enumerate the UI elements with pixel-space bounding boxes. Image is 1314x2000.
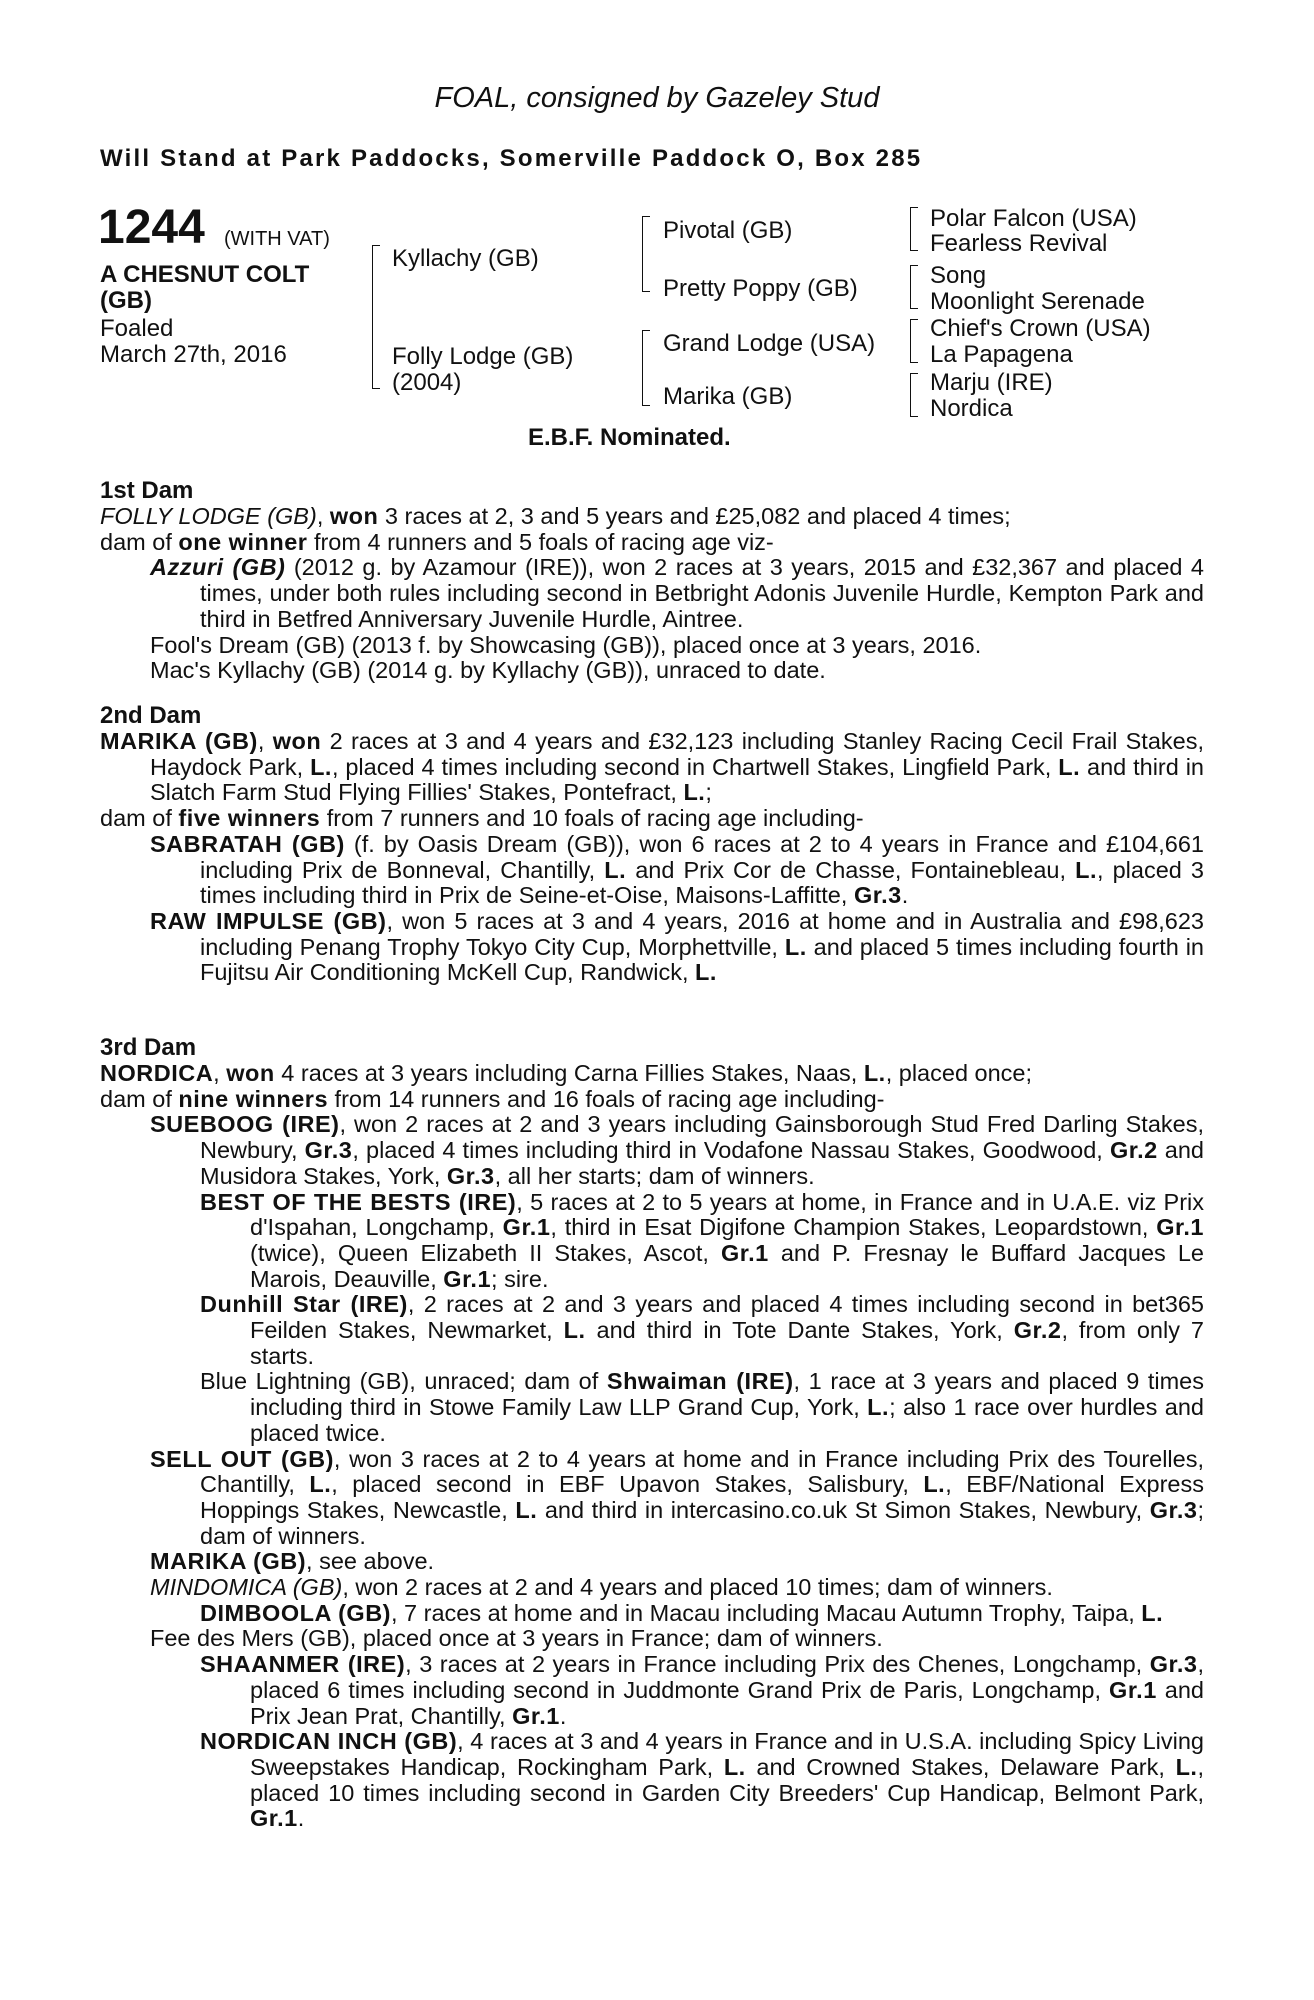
lot-description: A CHESNUT COLT	[100, 261, 310, 288]
produce-entry: Fool's Dream (GB) (2013 f. by Showcasing (GB)), placed once at 3 years, 2016.	[150, 631, 982, 658]
produce-entry: BEST OF THE BESTS (IRE), 5 races at 2 to 5 years at home, in France and in U.A.E. viz Prix d'Ispahan, Longchamp, Gr.1, third in Esat Digifone Champion Stakes, Leopardstown, Gr.1 (twice), Queen Elizabeth II Stakes, Ascot, Gr.1 and P. Fresnay le Buffard Jacques Le Marois, Deauville, Gr.1; sire.	[200, 1188, 1205, 1292]
vat-note: (WITH VAT)	[224, 228, 330, 250]
pedigree-gen3: Marju (IRE)	[930, 369, 1053, 396]
pedigree-gen3: Fearless Revival	[930, 230, 1108, 257]
second-dam-section	[100, 703, 1204, 986]
produce-entry: Mac's Kyllachy (GB) (2014 g. by Kyllachy (GB)), unraced to date.	[150, 657, 826, 684]
first-dam-section	[100, 478, 1204, 684]
pedigree-gen3: Polar Falcon (USA)	[930, 205, 1137, 232]
produce-entry: Blue Lightning (GB), unraced; dam of Shwaiman (IRE), 1 race at 3 years and placed 9 times including third in Stowe Family Law LLP Grand Cup, York, L.; also 1 race over hurdles and placed twice.	[200, 1368, 1204, 1446]
produce-entry: MARIKA (GB), see above.	[150, 1548, 435, 1575]
pedigree-gen2: Grand Lodge (USA)	[663, 330, 876, 357]
produce-entry: MINDOMICA (GB), won 2 races at 2 and 4 years and placed 10 times; dam of winners.	[150, 1574, 1053, 1601]
sire-line-brace	[642, 216, 650, 292]
dam-record: FOLLY LODGE (GB), won 3 races at 2, 3 and 5 years and £25,082 and placed 4 times;	[100, 503, 1011, 529]
lot-description-origin: (GB)	[100, 287, 152, 314]
stand-location: Will Stand at Park Paddocks, Somerville Paddock O, Box 285	[100, 145, 923, 172]
foaled-label: Foaled	[100, 315, 174, 342]
catalogue-heading: FOAL, consigned by Gazeley Stud	[434, 82, 880, 114]
section-heading: 3rd Dam	[100, 1034, 197, 1061]
pedigree-gen2: Marika (GB)	[663, 383, 793, 410]
produce-entry: Azzuri (GB) (2012 g. by Azamour (IRE)), won 2 races at 3 years, 2015 and £32,367 and placed 4 times, under both rules including second in Betbright Adonis Juvenile Hurdle, Kempton Park and third in Betfred Anniversary Juvenile Hurdle, Aintree.	[150, 554, 1204, 632]
pedigree-gen2: Pretty Poppy (GB)	[663, 275, 858, 302]
produce-summary: dam of one winner from 4 runners and 5 foals of racing age viz-	[100, 528, 774, 555]
pedigree-gen3: Chief's Crown (USA)	[930, 315, 1151, 342]
pedigree-dam-year: (2004)	[392, 369, 462, 396]
pedigree-sire: Kyllachy (GB)	[392, 245, 539, 272]
pedigree-gen3: La Papagena	[930, 341, 1073, 368]
dam-record: MARIKA (GB), won 2 races at 3 and 4 years and £32,123 including Stanley Racing Cecil Frail Stakes, Haydock Park, L., placed 4 times including second in Chartwell Stakes, Lingfield Park, L. and third in Slatch Farm Stud Flying Fillies' Stakes, Pontefract, L.;	[100, 728, 1204, 806]
dam-record: NORDICA, won 4 races at 3 years including Carna Fillies Stakes, Naas, L., placed once;	[100, 1060, 1033, 1086]
produce-entry: DIMBOOLA (GB), 7 races at home and in Macau including Macau Autumn Trophy, Taipa, L.	[200, 1599, 1164, 1626]
pedigree-dam: Folly Lodge (GB)	[392, 343, 574, 370]
sire-dam-brace	[372, 245, 380, 389]
dam-line-brace	[642, 330, 650, 406]
gen3-brace	[910, 265, 918, 309]
gen3-brace	[910, 373, 918, 417]
produce-entry: SHAANMER (IRE), 3 races at 2 years in France including Prix des Chenes, Longchamp, Gr.3, placed 6 times including second in Juddmonte Grand Prix de Paris, Longchamp, Gr.1 and Prix Jean Prat, Chantilly, Gr.1.	[200, 1651, 1205, 1729]
produce-entry: SUEBOOG (IRE), won 2 races at 2 and 3 years including Gainsborough Stud Fred Darling Stakes, Newbury, Gr.3, placed 4 times including third in Vodafone Nassau Stakes, Goodwood, Gr.2 and Musidora Stakes, York, Gr.3, all her starts; dam of winners.	[150, 1111, 1204, 1189]
section-heading: 2nd Dam	[100, 702, 202, 729]
produce-entry: SELL OUT (GB), won 3 races at 2 to 4 years at home and in France including Prix des Tourelles, Chantilly, L., placed second in EBF Upavon Stakes, Salisbury, L., EBF/National Express Hoppings Stakes, Newcastle, L. and third in intercasino.co.uk St Simon Stakes, Newbury, Gr.3; dam of winners.	[150, 1445, 1205, 1549]
lot-number: 1244	[98, 201, 205, 254]
ebf-nomination: E.B.F. Nominated.	[528, 424, 731, 451]
produce-entry: RAW IMPULSE (GB), won 5 races at 3 and 4 years, 2016 at home and in Australia and £98,623 including Penang Trophy Tokyo City Cup, Morphettville, L. and placed 5 times including fourth in Fujitsu Air Conditioning McKell Cup, Randwick, L.	[150, 907, 1204, 986]
gen3-brace	[910, 207, 918, 251]
gen3-brace	[910, 319, 918, 363]
produce-entry: Fee des Mers (GB), placed once at 3 years in France; dam of winners.	[150, 1625, 883, 1652]
produce-entry: NORDICAN INCH (GB), 4 races at 3 and 4 years in France and in U.S.A. including Spicy Living Sweepstakes Handicap, Rockingham Park, L. and Crowned Stakes, Delaware Park, L., placed 10 times including second in Garden City Breeders' Cup Handicap, Belmont Park, Gr.1.	[200, 1728, 1204, 1832]
foaled-date: March 27th, 2016	[100, 341, 287, 368]
produce-entry: Dunhill Star (IRE), 2 races at 2 and 3 years and placed 4 times including second in bet365 Feilden Stakes, Newmarket, L. and third in Tote Dante Stakes, York, Gr.2, from only 7 starts.	[200, 1291, 1204, 1369]
produce-entry: SABRATAH (GB) (f. by Oasis Dream (GB)), won 6 races at 2 to 4 years in France and £104,661 including Prix de Bonneval, Chantilly, L. and Prix Cor de Chasse, Fontainebleau, L., placed 3 times including third in Prix de Seine-et-Oise, Maisons-Laffitte, Gr.3.	[150, 830, 1205, 909]
pedigree-gen3: Nordica	[930, 395, 1013, 422]
pedigree-gen2: Pivotal (GB)	[663, 217, 793, 244]
pedigree-gen3: Moonlight Serenade	[930, 288, 1145, 315]
produce-summary: dam of nine winners from 14 runners and 16 foals of racing age including-	[100, 1085, 885, 1112]
section-heading: 1st Dam	[100, 477, 194, 504]
third-dam-section	[100, 1035, 1204, 1832]
produce-summary: dam of five winners from 7 runners and 10 foals of racing age including-	[100, 805, 864, 832]
pedigree-gen3: Song	[930, 262, 987, 289]
